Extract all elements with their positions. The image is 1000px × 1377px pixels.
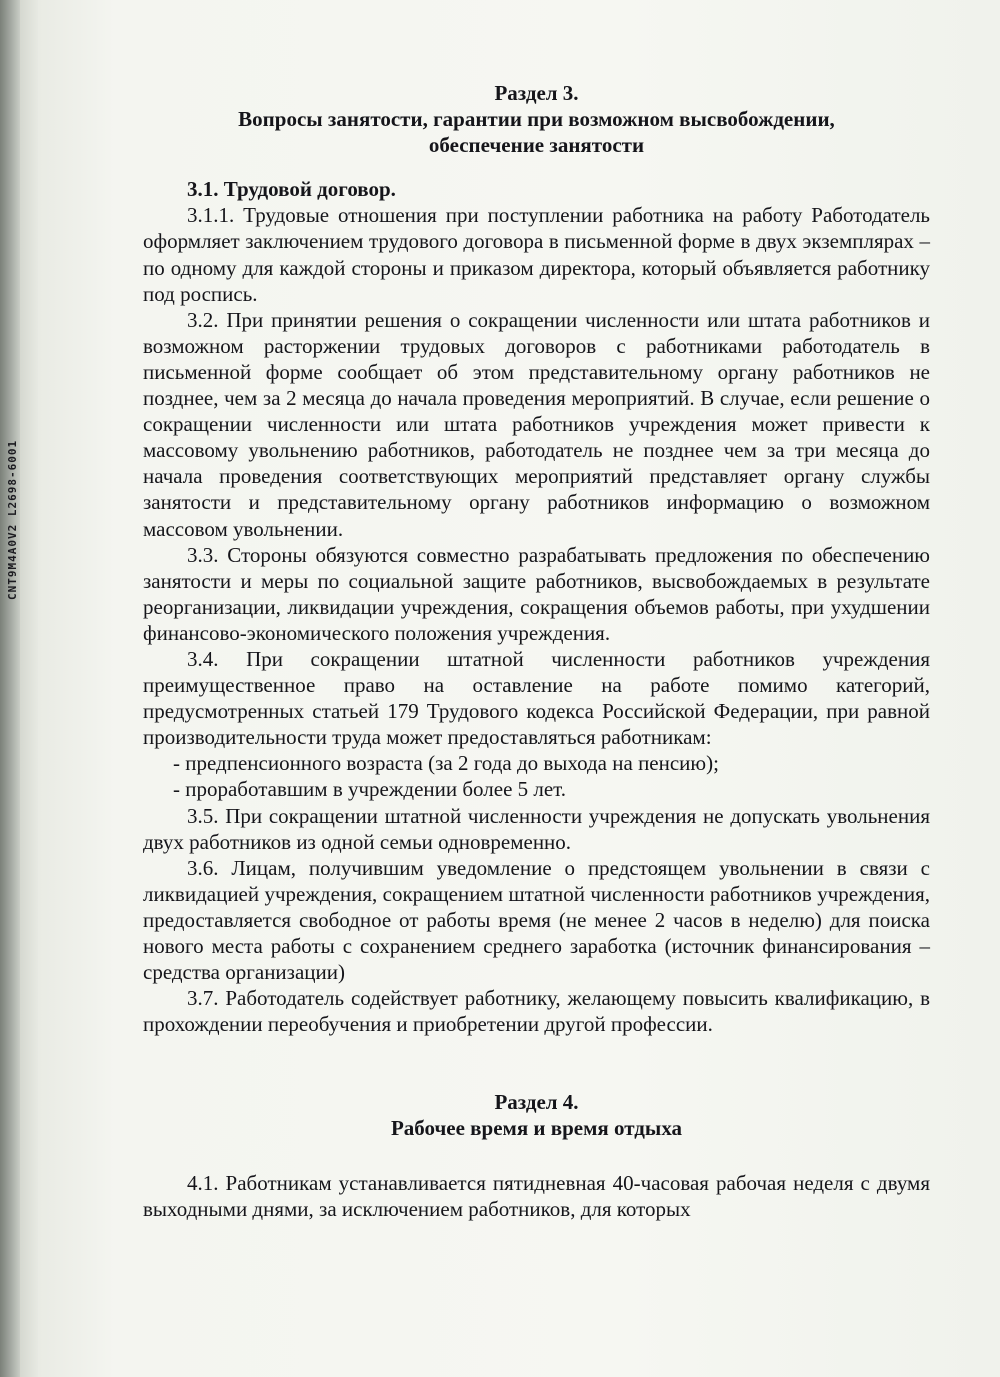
binding-stamp: CNT9M4A0V2 L2698-6001 bbox=[6, 439, 19, 600]
section-3-title-line-2: обеспечение занятости bbox=[428, 133, 645, 158]
paragraph-3-4: 3.4. При сокращении штатной численности работников учреждения преимущественное право на оставление на работе помимо категорий, предусмотренных статьей 179 Трудового кодекса Российской Федерации, при равной производительности труда может предоставляться работникам: bbox=[143, 646, 930, 750]
paragraph-3-2: 3.2. При принятии решения о сокращении численности или штата работников и возможном расторжении трудовых договоров с работниками работодатель в письменной форме сообщает об этом представительному органу работников не позднее, чем за 2 месяца до начала проведения мероприятий. В случае, если решение о сокращении численности или штата работников учреждения может привести к массовому увольнению работников, работодатель не позднее чем за три месяца до начала проведения соответствующих мероприятий представляет органу службы занятости и представительному органу работников информацию о возможном массовом увольнении. bbox=[143, 307, 930, 541]
binding-strip bbox=[0, 0, 20, 1377]
section-3-heading: Раздел 3. bbox=[494, 81, 579, 105]
paragraph-3-1-1: 3.1.1. Трудовые отношения при поступлении работника на работу Работодатель оформляет заключением трудового договора в письменной форме в двух экземплярах – по одному для каждой стороны и приказом директора, который объявляется работнику под роспись. bbox=[143, 203, 930, 306]
section-spacer bbox=[143, 1142, 930, 1170]
document-body bbox=[143, 80, 930, 1222]
list-item: - проработавшим в учреждении более 5 лет. bbox=[173, 777, 567, 802]
paragraph-3-7: 3.7. Работодатель содействует работнику, желающему повысить квалификацию, в прохождении переобучения и приобретении другой профессии. bbox=[143, 986, 930, 1037]
section-4-heading: Раздел 4. bbox=[494, 1090, 579, 1115]
list-item: - предпенсионного возраста (за 2 года до выхода на пенсию); bbox=[173, 751, 719, 776]
paragraph-3-3: 3.3. Стороны обязуются совместно разрабатывать предложения по обеспечению занятости и меры по социальной защите работников, высвобождаемых в результате реорганизации, ликвидации учреждения, сокращения объемов работы, при ухудшении финансово-экономического положения учреждения. bbox=[143, 542, 930, 645]
binding-edge bbox=[20, 0, 38, 1377]
paragraph-4-1: 4.1. Работникам устанавливается пятидневная 40-часовая рабочая неделя с двумя выходными днями, за исключением работников, для которых bbox=[143, 1170, 930, 1221]
section-4-title: Рабочее время и время отдыха bbox=[390, 1116, 683, 1141]
section-3-title-line-1: Вопросы занятости, гарантии при возможном высвобождении, bbox=[238, 107, 835, 132]
subheading-labor-contract: 3.1. Трудовой договор. bbox=[187, 177, 396, 202]
paragraph-3-6: 3.6. Лицам, получившим уведомление о предстоящем увольнении в связи с ликвидацией учреждения, сокращением штатной численности работников учреждения, предоставляется свободное от работы время (не менее 2 часов в неделю) для поиска нового места работы с сохранением среднего заработка (источник финансирования – средства организации) bbox=[143, 855, 930, 985]
section-spacer bbox=[143, 1037, 930, 1089]
paragraph-3-5: 3.5. При сокращении штатной численности учреждения не допускать увольнения двух работников из одной семьи одновременно. bbox=[143, 803, 930, 854]
